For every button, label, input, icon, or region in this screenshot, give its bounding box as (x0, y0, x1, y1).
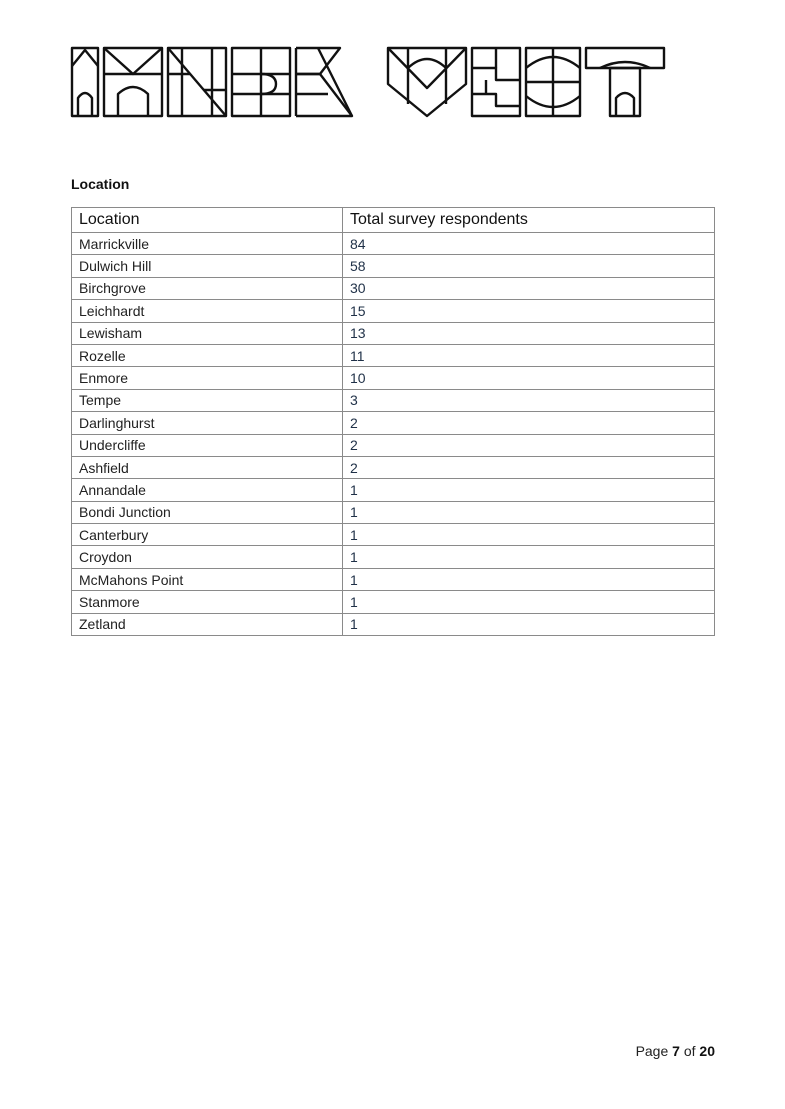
table-row (72, 501, 715, 523)
table-row (72, 546, 715, 568)
respondents-cell: 1 (343, 568, 715, 590)
respondents-cell: 30 (343, 277, 715, 299)
location-cell: Annandale (72, 479, 343, 501)
respondents-cell: 1 (343, 613, 715, 635)
table-row (72, 412, 715, 434)
table-row (72, 568, 715, 590)
table-row (72, 456, 715, 478)
location-table (71, 207, 715, 636)
location-cell: Leichhardt (72, 300, 343, 322)
table-row (72, 434, 715, 456)
respondents-cell: 3 (343, 389, 715, 411)
respondents-cell: 58 (343, 255, 715, 277)
respondents-cell: 1 (343, 591, 715, 613)
table-row (72, 613, 715, 635)
location-cell: Canterbury (72, 524, 343, 546)
respondents-cell: 11 (343, 344, 715, 366)
location-cell: Undercliffe (72, 434, 343, 456)
column-header-respondents: Total survey respondents (343, 208, 715, 233)
table-header-row (72, 208, 715, 233)
respondents-cell: 1 (343, 546, 715, 568)
location-cell: Zetland (72, 613, 343, 635)
table-row (72, 367, 715, 389)
location-cell: McMahons Point (72, 568, 343, 590)
location-cell: Bondi Junction (72, 501, 343, 523)
table-row (72, 479, 715, 501)
location-cell: Stanmore (72, 591, 343, 613)
location-cell: Marrickville (72, 233, 343, 255)
inner-west-logo (70, 44, 668, 120)
column-header-location: Location (72, 208, 343, 233)
location-cell: Lewisham (72, 322, 343, 344)
table-row (72, 591, 715, 613)
page-total: 20 (699, 1043, 715, 1059)
table-row (72, 277, 715, 299)
location-cell: Enmore (72, 367, 343, 389)
respondents-cell: 1 (343, 479, 715, 501)
of-word: of (683, 1043, 696, 1059)
location-cell: Ashfield (72, 456, 343, 478)
location-cell: Darlinghurst (72, 412, 343, 434)
respondents-cell: 2 (343, 456, 715, 478)
respondents-cell: 10 (343, 367, 715, 389)
respondents-cell: 2 (343, 412, 715, 434)
location-cell: Croydon (72, 546, 343, 568)
location-cell: Tempe (72, 389, 343, 411)
page-current: 7 (672, 1043, 680, 1059)
table-row (72, 524, 715, 546)
respondents-cell: 84 (343, 233, 715, 255)
respondents-cell: 13 (343, 322, 715, 344)
page-number (636, 1043, 715, 1059)
respondents-cell: 15 (343, 300, 715, 322)
table-row (72, 255, 715, 277)
page-word: Page (635, 1043, 669, 1059)
table-row (72, 344, 715, 366)
respondents-cell: 2 (343, 434, 715, 456)
location-cell: Rozelle (72, 344, 343, 366)
table-row (72, 322, 715, 344)
location-cell: Birchgrove (72, 277, 343, 299)
table-row (72, 300, 715, 322)
section-heading: Location (71, 176, 130, 192)
respondents-cell: 1 (343, 501, 715, 523)
respondents-cell: 1 (343, 524, 715, 546)
table-row (72, 233, 715, 255)
table-row (72, 389, 715, 411)
location-cell: Dulwich Hill (72, 255, 343, 277)
